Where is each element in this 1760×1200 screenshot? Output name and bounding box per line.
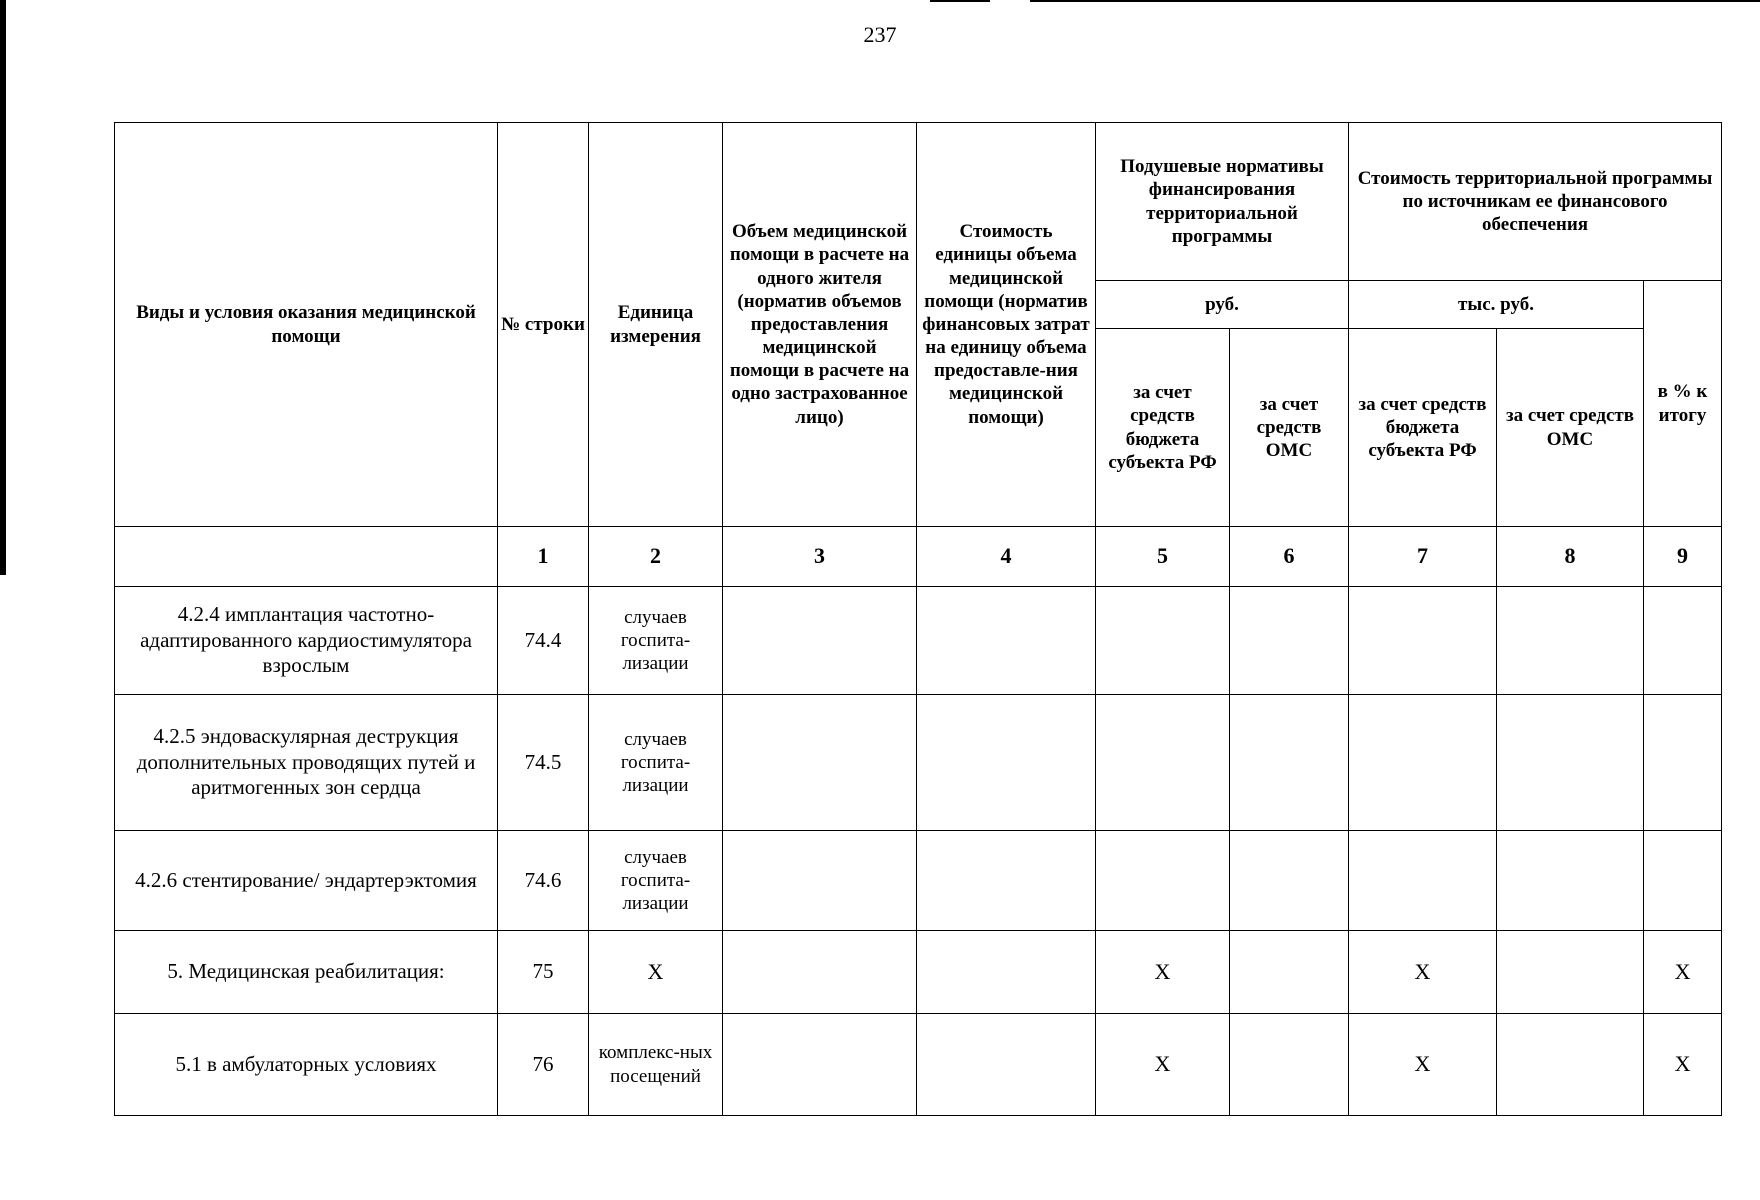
table-row	[115, 695, 1722, 831]
column-number: 8	[1497, 527, 1644, 587]
financing-table	[114, 122, 1722, 1116]
cell-budget-rub	[1096, 831, 1230, 931]
cell-oms-thousand	[1497, 831, 1644, 931]
header-unit-rub: руб.	[1096, 281, 1349, 329]
header-unit-cost: Стоимость единицы объема медицинской помощи (норматив финансовых затрат на единицу объема предоставле-ния медицинской помощи)	[917, 123, 1096, 527]
scan-edge-top	[1030, 0, 1760, 2]
column-number: 5	[1096, 527, 1230, 587]
header-budget-thousand: за счет средств бюджета субъекта РФ	[1349, 329, 1497, 527]
row-number: 74.6	[498, 831, 589, 931]
header-oms-thousand: за счет средств ОМС	[1497, 329, 1644, 527]
cell-volume	[723, 931, 917, 1014]
row-name: 5. Медицинская реабилитация:	[115, 931, 498, 1014]
row-unit: комплекс-ных посещений	[589, 1014, 723, 1116]
header-per-capita-norms: Подушевые нормативы финансирования территориальной программы	[1096, 123, 1349, 281]
column-number: 6	[1230, 527, 1349, 587]
header-budget-rub: за счет средств бюджета субъекта РФ	[1096, 329, 1230, 527]
cell-volume	[723, 587, 917, 695]
row-unit: X	[589, 931, 723, 1014]
row-name: 5.1 в амбулаторных условиях	[115, 1014, 498, 1116]
header-unit-thousand-rub: тыс. руб.	[1349, 281, 1644, 329]
page-number: 237	[863, 22, 897, 47]
cell-volume	[723, 831, 917, 931]
cell-budget-rub: X	[1096, 1014, 1230, 1116]
row-number: 74.4	[498, 587, 589, 695]
cell-oms-thousand	[1497, 587, 1644, 695]
table-row	[115, 1014, 1722, 1116]
cell-budget-rub: X	[1096, 931, 1230, 1014]
cell-budget-thousand	[1349, 695, 1497, 831]
header-row-number: № строки	[498, 123, 589, 527]
cell-volume	[723, 695, 917, 831]
cell-oms-rub	[1230, 695, 1349, 831]
cell-oms-rub	[1230, 587, 1349, 695]
row-unit: случаев госпита-лизации	[589, 831, 723, 931]
row-number: 75	[498, 931, 589, 1014]
cell-oms-thousand	[1497, 1014, 1644, 1116]
cell-oms-rub	[1230, 931, 1349, 1014]
scan-edge-top-short	[930, 0, 990, 2]
row-name: 4.2.6 стентирование/ эндартерэктомия	[115, 831, 498, 931]
cell-unit-cost	[917, 587, 1096, 695]
cell-percent	[1644, 587, 1722, 695]
row-name: 4.2.4 имплантация частотно-адаптированного кардиостимулятора взрослым	[115, 587, 498, 695]
column-number-blank	[115, 527, 498, 587]
cell-volume	[723, 1014, 917, 1116]
cell-percent: X	[1644, 1014, 1722, 1116]
row-number: 76	[498, 1014, 589, 1116]
cell-unit-cost	[917, 695, 1096, 831]
scan-edge-left	[0, 0, 6, 575]
table-row	[115, 831, 1722, 931]
column-number: 7	[1349, 527, 1497, 587]
row-unit: случаев госпита-лизации	[589, 587, 723, 695]
row-number: 74.5	[498, 695, 589, 831]
header-kinds-of-care: Виды и условия оказания медицинской помощи	[115, 123, 498, 527]
cell-percent: X	[1644, 931, 1722, 1014]
table-row	[115, 587, 1722, 695]
cell-oms-rub	[1230, 831, 1349, 931]
cell-oms-thousand	[1497, 695, 1644, 831]
header-program-cost: Стоимость территориальной программы по источникам ее финансового обеспечения	[1349, 123, 1722, 281]
cell-budget-rub	[1096, 695, 1230, 831]
table-row	[115, 931, 1722, 1014]
cell-budget-thousand	[1349, 831, 1497, 931]
column-number-row	[115, 527, 1722, 587]
cell-oms-rub	[1230, 1014, 1349, 1116]
cell-oms-thousand	[1497, 931, 1644, 1014]
cell-percent	[1644, 695, 1722, 831]
cell-percent	[1644, 831, 1722, 931]
header-unit: Единица измерения	[589, 123, 723, 527]
cell-budget-thousand: X	[1349, 1014, 1497, 1116]
header-oms-rub: за счет средств ОМС	[1230, 329, 1349, 527]
cell-budget-rub	[1096, 587, 1230, 695]
column-number: 9	[1644, 527, 1722, 587]
cell-unit-cost	[917, 831, 1096, 931]
header-volume: Объем медицинской помощи в расчете на одного жителя (норматив объемов предоставления медицинской помощи в расчете на одно застрахованное лицо)	[723, 123, 917, 527]
cell-budget-thousand: X	[1349, 931, 1497, 1014]
cell-unit-cost	[917, 1014, 1096, 1116]
column-number: 4	[917, 527, 1096, 587]
cell-budget-thousand	[1349, 587, 1497, 695]
header-percent-of-total: в % к итогу	[1644, 281, 1722, 527]
cell-unit-cost	[917, 931, 1096, 1014]
row-unit: случаев госпита-лизации	[589, 695, 723, 831]
column-number: 3	[723, 527, 917, 587]
column-number: 1	[498, 527, 589, 587]
column-number: 2	[589, 527, 723, 587]
row-name: 4.2.5 эндоваскулярная деструкция дополнительных проводящих путей и аритмогенных зон сердца	[115, 695, 498, 831]
